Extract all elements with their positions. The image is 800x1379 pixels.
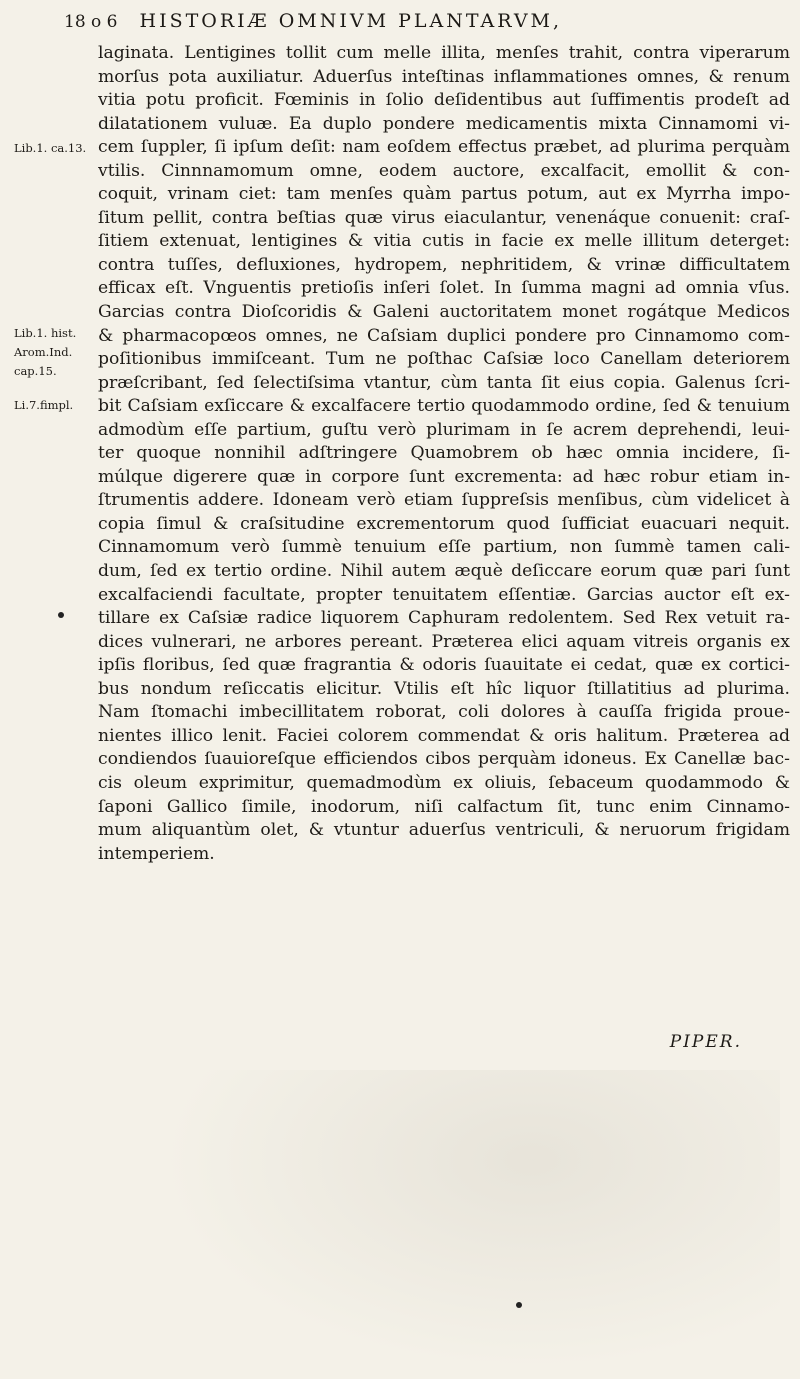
running-head: HISTORIÆ OMNIVM PLANTARVM, (139, 10, 563, 32)
text-line: efficax eſt. Vnguentis pretioſis inſeri ſolet. In ſumma magni ad omnia vſus. (98, 278, 790, 299)
text-line: ſtrumentis addere. Idoneam verò etiam ſuppreſsis menſibus, cùm videlicet à (98, 490, 790, 511)
ink-spot (516, 1302, 522, 1308)
text-line: bus nondum reſiccatis elicitur. Vtilis eſt hîc liquor ſtillatitius ad plurima. (98, 678, 790, 699)
catchword: PIPER. (669, 1032, 742, 1052)
text-line: poſitionibus immiſceant. Tum ne poſthac Caſsiæ loco Canellam deteriorem (98, 349, 790, 370)
text-line: coquit, vrinam ciet: tam menſes quàm partus potum, aut ex Myrrha impo- (98, 184, 790, 205)
text-line: intemperiem. (98, 843, 215, 864)
text-line: ter quoque nonnihil adſtringere Quamobrem ob hæc omnia incidere, ſi- (98, 443, 790, 464)
text-line: copia ſimul & craſsitudine excrementorum quod ſufficiat euacuari nequit. (98, 513, 790, 534)
text-line: bit Caſsiam exſiccare & excalfacere tertio quodammodo ordine, ſed & tenuium (98, 396, 790, 417)
text-line: & pharmacopœos omnes, ne Caſsiam duplici pondere pro Cinnamomo com- (98, 325, 790, 346)
ink-spot (58, 612, 64, 618)
text-line: ſitum pellit, contra beſtias quæ virus eiaculantur, venenáque conuenit: craſ- (98, 207, 790, 228)
body-text (98, 42, 790, 866)
margin-note: Li.7.fimpl. (14, 398, 74, 412)
text-line: ipſis floribus, ſed quæ fragrantia & odoris ſuauitate ei cedat, quæ ex cortici- (98, 655, 790, 676)
page-number: 18 o 6 (64, 12, 118, 32)
text-line: Garcias contra Dioſcoridis & Galeni auctoritatem monet rogátque Medicos (98, 302, 790, 323)
text-line: dices vulnerari, ne arbores pereant. Præterea elici aquam vitreis organis ex (98, 631, 790, 652)
text-line: cem ſuppler, ſi ipſum deſit: nam eoſdem effectus præbet, ad plurima perquàm (98, 137, 790, 158)
text-line: excalfaciendi facultate, propter tenuitatem eſſentiæ. Garcias auctor eſt ex- (98, 584, 790, 605)
text-line: dilatationem vuluæ. Ea duplo pondere medicamentis mixta Cinnamomi vi- (98, 113, 790, 134)
text-line: Cinnamomum verò ſummè tenuium eſſe partium, non ſummè tamen cali- (98, 537, 790, 558)
margin-note: Lib.1. ca.13. (14, 141, 87, 155)
text-line: nientes illico lenit. Faciei colorem commendat & oris halitum. Præterea ad (98, 725, 790, 746)
text-line: vitia potu proficit. Fœminis in ſolio deſidentibus aut ſuffimentis prodeſt ad (98, 90, 790, 111)
text-line: tillare ex Caſsiæ radice liquorem Caphuram redolentem. Sed Rex vetuit ra- (98, 608, 790, 629)
text-line: laginata. Lentigines tollit cum melle illita, menſes trahit, contra viperarum (98, 43, 790, 63)
bleed-through-stain (160, 1070, 780, 1370)
text-line: ſitiem extenuat, lentigines & vitia cutis in facie ex melle illitum deterget: (98, 231, 790, 252)
page-header (64, 10, 764, 32)
margin-note: Lib.1. hist. Arom.Ind. cap.15. (14, 326, 77, 378)
text-line: Nam ſtomachi imbecillitatem roborat, coli dolores à cauſſa frigida proue- (98, 702, 790, 723)
text-line: morſus pota auxiliatur. Aduerſus inteſtinas inflammationes omnes, & renum (98, 66, 790, 87)
text-line: mum aliquantùm olet, & vtuntur aduerſus ventriculi, & neruorum frigidam (98, 820, 790, 841)
text-line: contra tuſſes, defluxiones, hydropem, nephritidem, & vrinæ difficultatem (98, 254, 790, 275)
text-line: ſaponi Gallico ſimile, inodorum, niſi calfactum ſit, tunc enim Cinnamo- (98, 796, 790, 817)
text-line: dum, ſed ex tertio ordine. Nihil autem æquè deſiccare eorum quæ pari ſunt (98, 561, 790, 582)
text-line: cis oleum exprimitur, quemadmodùm ex oliuis, ſebaceum quodammodo & (98, 772, 790, 793)
text-line: admodùm eſſe partium, guſtu verò plurimam in ſe acrem deprehendi, leui- (98, 419, 790, 440)
text-line: præſcribant, ſed ſelectiſsima vtantur, cùm tanta ſit eius copia. Galenus ſcri- (98, 372, 790, 393)
text-line: vtilis. Cinnnamomum omne, eodem auctore, excalfacit, emollit & con- (98, 160, 790, 181)
text-line: múlque digerere quæ in corpore ſunt excrementa: ad hæc robur etiam in- (98, 466, 790, 487)
text-line: condiendos ſuauioreſque efficiendos cibos perquàm idoneus. Ex Canellæ bac- (98, 749, 790, 770)
